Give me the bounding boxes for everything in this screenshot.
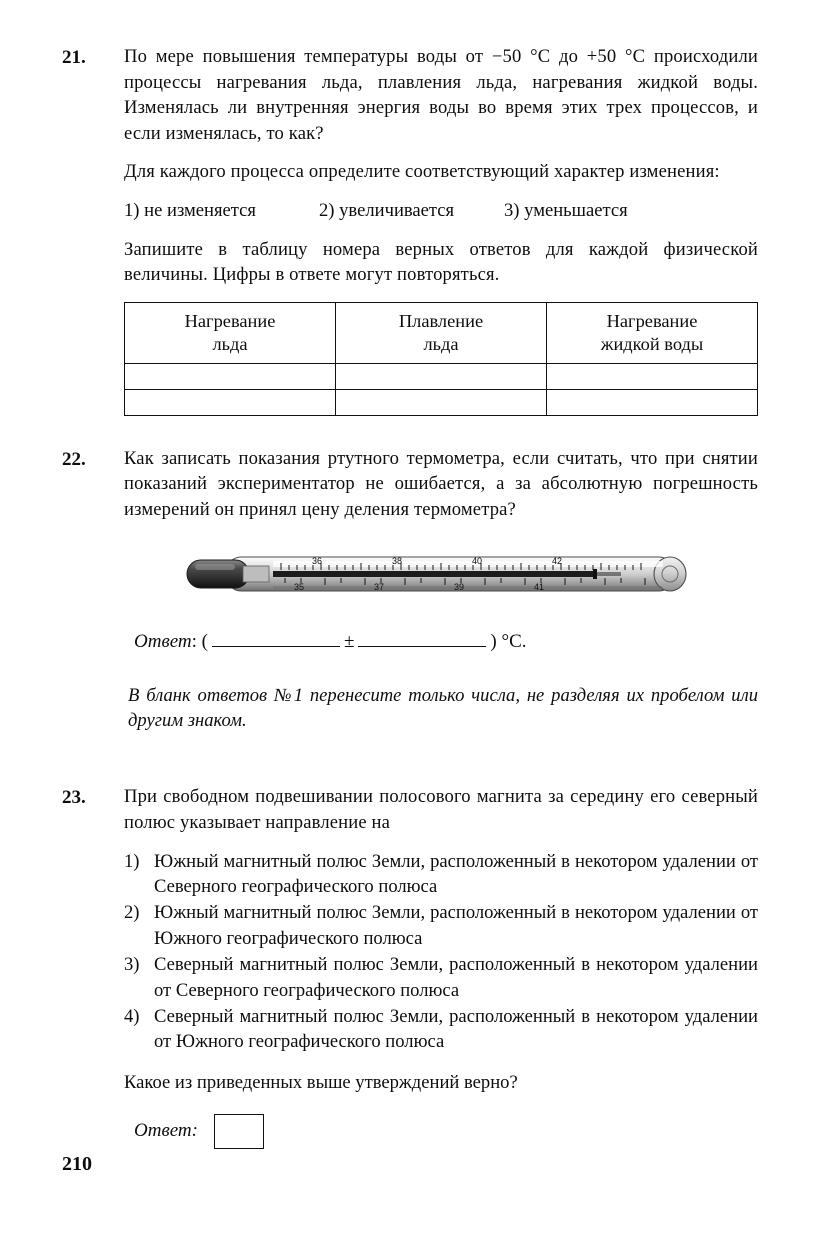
table-cell[interactable] xyxy=(125,389,336,415)
task-21 xyxy=(62,44,758,416)
task-23-tail-question: Какое из приведенных выше утверждений верно? xyxy=(124,1071,518,1093)
scale-label-top-2: 40 xyxy=(471,555,483,566)
table-row[interactable] xyxy=(125,363,758,389)
option-text: Северный магнитный полюс Земли, расположенный в некотором удалении от Южного географического полюса xyxy=(154,1005,758,1053)
table-header-cell-3 xyxy=(547,302,758,363)
table-header-line-3b: жидкой воды xyxy=(600,333,704,354)
scale-label-top-0: 36 xyxy=(311,555,323,566)
task-22-number: 22. xyxy=(62,448,86,470)
answer-close-paren: ) °С. xyxy=(490,630,527,652)
option-4[interactable] xyxy=(124,1004,758,1055)
option-text: Южный магнитный полюс Земли, расположенный в некотором удалении от Южного географического полюса xyxy=(154,902,758,949)
task-23-body xyxy=(124,784,758,1149)
option-1[interactable] xyxy=(124,849,758,900)
table-header-line-2a: Плавление xyxy=(398,310,484,331)
table-header-line-1b: льда xyxy=(212,333,248,354)
scale-label-bottom-1: 37 xyxy=(373,581,385,592)
scale-label-top-1: 38 xyxy=(391,555,403,566)
task-22-note: В бланк ответов №1 перенесите только числа, не разделяя их пробелом или другим знаком. xyxy=(128,684,758,732)
answer-label: Ответ: xyxy=(134,1120,198,1142)
option-text: Северный магнитный полюс Земли, расположенный в некотором удалении от Северного географического полюса xyxy=(154,954,758,1001)
scale-label-bottom-2: 39 xyxy=(453,581,465,592)
task-22 xyxy=(62,446,758,753)
table-header-row xyxy=(125,302,758,363)
task-21-paragraph-1: По мере повышения температуры воды от −50 °С до +50 °С происходили процессы нагревания льда, плавления льда, нагревания жидкой воды. Изменялась ли внутренняя энергия воды во время этих трех процессов, и если изменялась, то как? xyxy=(124,46,758,144)
answer-blank-value[interactable] xyxy=(212,629,340,647)
table-header-line-1a: Нагревание xyxy=(184,310,276,331)
scale-label-top-3: 42 xyxy=(551,555,563,566)
option-2[interactable] xyxy=(124,900,758,951)
task-21-body xyxy=(124,44,758,416)
task-21-variant-2: 2) увеличивается xyxy=(319,199,455,221)
task-21-variant-1: 1) не изменяется xyxy=(124,199,256,221)
task-21-paragraph-2: Для каждого процесса определите соответствующий характер изменения: xyxy=(124,161,720,183)
table-header-cell-2 xyxy=(336,302,547,363)
answer-blank-error[interactable] xyxy=(358,629,486,647)
task-23-paragraph-1: При свободном подвешивании полосового магнита за середину его северный полюс указывает направление на xyxy=(124,786,758,833)
scale-label-bottom-0: 35 xyxy=(293,581,305,592)
task-22-body xyxy=(124,446,758,753)
mercury-thermometer-icon xyxy=(181,545,701,603)
task-23-options xyxy=(124,849,758,1055)
option-marker: 4) xyxy=(124,1005,140,1027)
table-header-cell-1 xyxy=(125,302,336,363)
thermometer-figure xyxy=(124,545,758,603)
table-cell[interactable] xyxy=(336,389,547,415)
table-cell[interactable] xyxy=(547,389,758,415)
table-row[interactable] xyxy=(125,389,758,415)
table-header-line-2b: льда xyxy=(423,333,459,354)
table-cell[interactable] xyxy=(125,363,336,389)
task-21-variants xyxy=(124,198,758,224)
task-21-answer-table xyxy=(124,302,758,416)
option-marker: 3) xyxy=(124,954,140,976)
task-21-instruction: Запишите в таблицу номера верных ответов для каждой физической величины. Цифры в ответе могут повторяться. xyxy=(124,238,758,286)
task-23-answer-row xyxy=(124,1114,758,1149)
option-marker: 1) xyxy=(124,850,140,872)
table-cell[interactable] xyxy=(547,363,758,389)
scale-label-bottom-3: 41 xyxy=(533,581,545,592)
task-21-number: 21. xyxy=(62,47,86,68)
answer-open-paren: : ( xyxy=(191,630,208,652)
task-21-variant-3: 3) уменьшается xyxy=(504,199,628,221)
task-22-answer-line xyxy=(124,629,758,655)
answer-plus-minus: ± xyxy=(343,630,355,652)
answer-label: Ответ xyxy=(134,630,192,652)
task-23-number: 23. xyxy=(62,787,86,809)
task-22-paragraph-1: Как записать показания ртутного термометра, если считать, что при снятии показаний экспериментатор не ошибается, а за абсолютную погрешность измерений он принял цену деления термометра? xyxy=(124,447,758,520)
page-number: 210 xyxy=(62,1153,92,1175)
option-3[interactable] xyxy=(124,952,758,1003)
task-23 xyxy=(62,784,758,1149)
answer-box[interactable] xyxy=(214,1114,264,1149)
table-cell[interactable] xyxy=(336,363,547,389)
option-text: Южный магнитный полюс Земли, расположенный в некотором удалении от Северного географического полюса xyxy=(154,850,758,897)
option-marker: 2) xyxy=(124,902,140,924)
table-header-line-3a: Нагревание xyxy=(606,310,698,331)
